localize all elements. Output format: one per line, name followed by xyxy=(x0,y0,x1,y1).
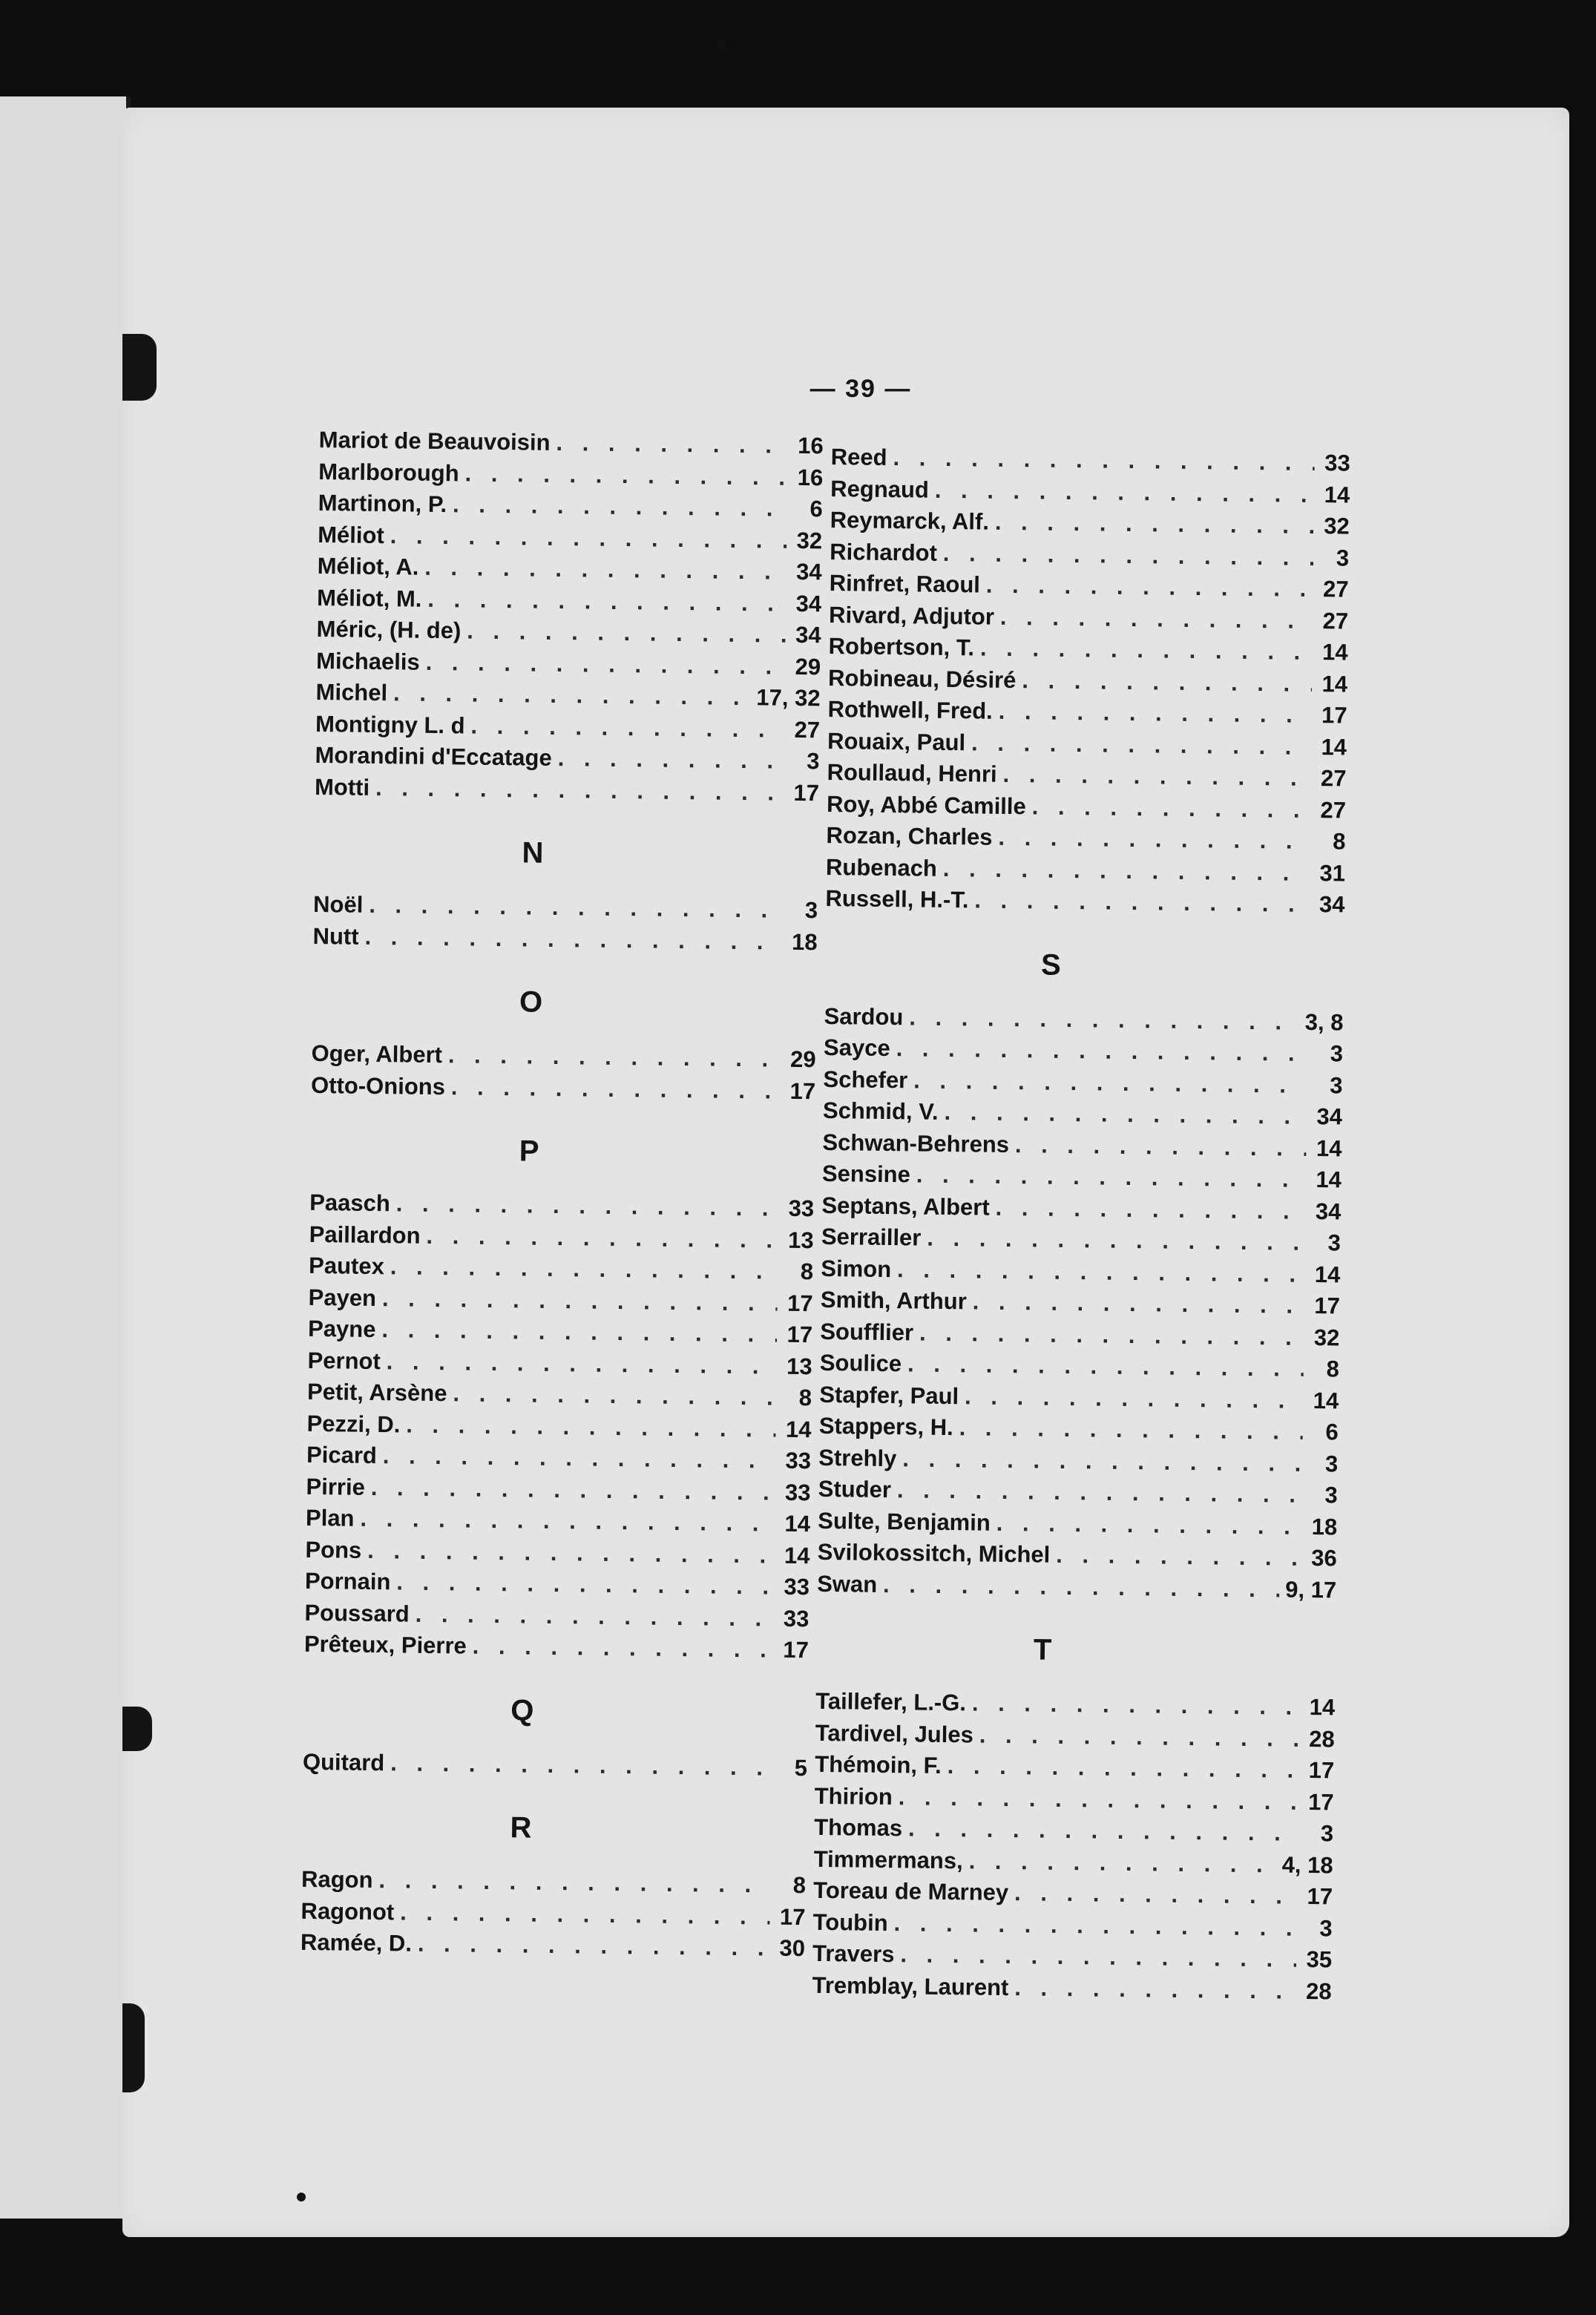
entry-name: Smith, Arthur xyxy=(820,1286,968,1315)
dot-leader xyxy=(371,1474,775,1505)
dot-leader xyxy=(971,729,1311,761)
entry-name: Plan xyxy=(305,1504,355,1531)
entry-name: Paasch xyxy=(309,1189,391,1217)
entry-pages: 33 xyxy=(785,1447,812,1474)
dot-leader xyxy=(473,1633,774,1664)
dot-leader xyxy=(897,1256,1305,1288)
entry-pages: 14 xyxy=(1316,1134,1342,1161)
dot-leader xyxy=(382,1285,778,1317)
entry-name: Rinfret, Raoul xyxy=(829,569,981,598)
entry-name: Studer xyxy=(818,1475,892,1503)
section-letter: T xyxy=(1033,1633,1052,1667)
dot-leader xyxy=(425,648,785,680)
index-entry xyxy=(304,1631,809,1669)
entry-pages: 34 xyxy=(795,590,822,617)
entry-pages: 27 xyxy=(1320,796,1347,824)
dot-leader xyxy=(396,1569,774,1600)
entry-pages: 32 xyxy=(1313,1324,1340,1350)
dot-leader xyxy=(418,1931,769,1962)
entry-name: Taillefer, L.-G. xyxy=(815,1687,967,1716)
entry-name: Reed xyxy=(830,444,887,470)
dot-leader xyxy=(972,1690,1300,1720)
dot-leader xyxy=(902,1445,1302,1477)
entry-name: Petit, Arsène xyxy=(306,1378,447,1407)
index-entry xyxy=(301,1929,805,1967)
entry-name: Michaelis xyxy=(315,647,420,675)
dot-leader xyxy=(396,1190,779,1221)
dot-leader xyxy=(1056,1542,1301,1572)
dot-leader xyxy=(1032,793,1311,824)
entry-pages: 6 xyxy=(1325,1419,1339,1445)
entry-name: Thémoin, F. xyxy=(815,1750,942,1779)
entry-name: Thomas xyxy=(814,1813,903,1842)
entry-pages: 4, 18 xyxy=(1281,1851,1333,1878)
entry-pages: 14 xyxy=(1316,1166,1342,1193)
entry-pages: 34 xyxy=(1316,1103,1343,1130)
entry-pages: 27 xyxy=(1322,607,1349,634)
entry-pages: 32 xyxy=(1323,513,1350,539)
binding-tear xyxy=(122,1707,152,1751)
entry-name: Marlborough xyxy=(318,458,459,486)
entry-pages: 8 xyxy=(798,1385,812,1411)
entry-name: Pornain xyxy=(304,1567,391,1595)
dot-leader xyxy=(424,554,786,585)
entry-name: Ramée, D. xyxy=(300,1928,413,1957)
entry-pages: 16 xyxy=(797,464,824,490)
dot-leader xyxy=(913,1067,1307,1098)
entry-pages: 33 xyxy=(783,1605,810,1632)
entry-pages: 34 xyxy=(795,558,822,585)
section-letter: P xyxy=(519,1134,539,1168)
entry-pages: 3 xyxy=(1320,1820,1334,1847)
entry-name: Mariot de Beauvoisin xyxy=(318,427,551,456)
dot-leader xyxy=(390,522,787,554)
dot-leader xyxy=(381,1316,777,1348)
dot-leader xyxy=(927,1225,1305,1256)
entry-pages: 9, 17 xyxy=(1285,1576,1337,1603)
dot-leader xyxy=(556,430,788,459)
dust-speck xyxy=(716,39,726,52)
dot-leader xyxy=(406,1411,776,1442)
entry-name: Pirrie xyxy=(306,1473,366,1500)
entry-name: Prêteux, Pierre xyxy=(303,1630,467,1659)
entry-pages: 27 xyxy=(1322,576,1349,602)
entry-name: Méliot, M. xyxy=(316,584,422,612)
dot-leader xyxy=(948,1753,1299,1784)
entry-pages: 8 xyxy=(1326,1356,1340,1382)
entry-name: Motti xyxy=(314,773,370,801)
entry-name: Regnaud xyxy=(830,475,930,503)
entry-name: Payne xyxy=(307,1315,376,1343)
entry-name: Morandini d'Eccatage xyxy=(315,741,552,771)
dot-leader xyxy=(907,1350,1304,1382)
entry-pages: 33 xyxy=(1324,450,1350,476)
entry-name: Schefer xyxy=(823,1065,908,1093)
dot-leader xyxy=(996,1509,1302,1540)
entry-pages: 31 xyxy=(1319,859,1346,887)
entry-pages: 3, 8 xyxy=(1304,1008,1344,1035)
dot-leader xyxy=(959,1414,1303,1445)
entry-name: Montigny L. d xyxy=(315,710,465,738)
entry-name: Sayce xyxy=(823,1034,890,1062)
dot-leader xyxy=(899,1784,1298,1816)
entry-pages: 17 xyxy=(1307,1882,1333,1910)
entry-name: Travers xyxy=(812,1940,895,1968)
entry-pages: 17 xyxy=(789,1077,816,1104)
dot-leader xyxy=(968,1848,1275,1878)
entry-pages: 3 xyxy=(807,748,820,775)
entry-pages: 33 xyxy=(788,1195,815,1222)
index-entry xyxy=(825,885,1344,923)
entry-name: Oger, Albert xyxy=(311,1040,443,1068)
entry-name: Rozan, Charles xyxy=(826,821,993,850)
dot-leader xyxy=(369,892,782,924)
entry-pages: 3 xyxy=(1327,1229,1342,1256)
entry-pages: 8 xyxy=(1333,828,1346,855)
entry-name: Soufflier xyxy=(820,1318,914,1345)
dot-leader xyxy=(448,1042,781,1072)
entry-name: Toubin xyxy=(812,1908,888,1936)
dust-speck xyxy=(297,2193,306,2201)
binding-tear xyxy=(122,2003,145,2092)
dot-leader xyxy=(998,824,1310,855)
entry-name: Sardou xyxy=(824,1002,904,1030)
entry-name: Serrailler xyxy=(821,1223,922,1251)
entry-name: Schmid, V. xyxy=(822,1097,939,1125)
dot-leader xyxy=(451,1074,781,1104)
entry-name: Roy, Abbé Camille xyxy=(826,790,1027,819)
entry-pages: 14 xyxy=(1321,639,1348,666)
entry-name: Picard xyxy=(306,1441,378,1469)
entry-pages: 3 xyxy=(1330,1071,1343,1098)
entry-name: Michel xyxy=(315,678,388,706)
dot-leader xyxy=(1000,603,1313,634)
entry-pages: 14 xyxy=(1314,1261,1341,1287)
index-entry xyxy=(817,1570,1336,1608)
entry-pages: 3 xyxy=(1324,1450,1339,1477)
entry-pages: 36 xyxy=(1311,1545,1337,1572)
entry-name: Rivard, Adjutor xyxy=(828,601,995,630)
entry-name: Reymarck, Alf. xyxy=(830,506,990,535)
entry-name: Noël xyxy=(312,890,364,918)
entry-name: Soulice xyxy=(819,1349,902,1377)
entry-name: Pons xyxy=(305,1536,362,1563)
entry-pages: 5 xyxy=(794,1754,808,1781)
entry-pages: 16 xyxy=(798,432,824,459)
entry-pages: 17 xyxy=(783,1636,810,1664)
dot-leader xyxy=(965,1383,1304,1414)
entry-pages: 14 xyxy=(1309,1694,1336,1721)
entry-pages: 17 xyxy=(779,1903,806,1930)
dot-leader xyxy=(427,585,786,617)
entry-name: Otto-Onions xyxy=(310,1071,446,1100)
dot-leader xyxy=(893,444,1315,476)
dot-leader xyxy=(558,745,784,775)
dot-leader xyxy=(367,1537,775,1569)
section-letter: O xyxy=(519,985,543,1019)
section-letter: S xyxy=(1040,948,1062,982)
entry-pages: 18 xyxy=(791,928,818,955)
entry-name: Martinon, P. xyxy=(318,489,447,518)
entry-name: Swan xyxy=(817,1570,878,1597)
dot-leader xyxy=(1014,1974,1296,2005)
entry-pages: 8 xyxy=(800,1258,814,1285)
entry-name: Méliot xyxy=(318,521,384,548)
dot-leader xyxy=(999,698,1312,729)
entry-pages: 6 xyxy=(810,496,823,522)
entry-pages: 13 xyxy=(786,1353,812,1379)
dot-leader xyxy=(390,1750,772,1781)
entry-name: Septans, Albert xyxy=(821,1192,990,1221)
dot-leader xyxy=(426,1222,778,1253)
dot-leader xyxy=(935,476,1315,508)
entry-name: Payen xyxy=(308,1284,377,1311)
dot-leader xyxy=(387,1348,777,1379)
dot-leader xyxy=(378,1867,770,1898)
entry-name: Rouaix, Paul xyxy=(827,727,966,755)
section-letter: Q xyxy=(510,1693,534,1727)
entry-pages: 28 xyxy=(1309,1725,1335,1752)
index-entry xyxy=(312,922,817,960)
entry-pages: 3 xyxy=(1330,1040,1344,1067)
entry-pages: 27 xyxy=(1320,765,1347,792)
dot-leader xyxy=(897,1477,1302,1508)
entry-name: Roullaud, Henri xyxy=(827,758,997,787)
entry-name: Ragon xyxy=(301,1865,373,1894)
entry-name: Russell, H.-T. xyxy=(825,884,969,913)
entry-pages: 18 xyxy=(1311,1513,1338,1540)
dot-leader xyxy=(944,1099,1307,1130)
entry-pages: 17 xyxy=(786,1290,813,1316)
dot-leader xyxy=(1015,1132,1307,1162)
dot-leader xyxy=(375,774,784,806)
entry-name: Stapfer, Paul xyxy=(819,1381,959,1409)
dot-leader xyxy=(893,1910,1296,1942)
dot-leader xyxy=(453,1380,776,1411)
entry-pages: 3 xyxy=(1319,1914,1333,1941)
dot-leader xyxy=(943,855,1310,886)
entry-name: Poussard xyxy=(304,1599,410,1627)
section-letter: R xyxy=(510,1811,532,1845)
dot-leader xyxy=(1014,1879,1297,1910)
entry-name: Timmermans, xyxy=(813,1845,963,1874)
entry-name: Strehly xyxy=(818,1444,897,1471)
dot-leader xyxy=(360,1505,775,1537)
dot-leader xyxy=(393,680,751,711)
index-column-left xyxy=(301,427,824,1967)
entry-name: Méric, (H. de) xyxy=(316,615,462,644)
dot-leader xyxy=(464,460,787,490)
binding-tear xyxy=(122,334,157,401)
entry-pages: 17 xyxy=(793,779,820,806)
dot-leader xyxy=(416,1600,774,1632)
dot-leader xyxy=(909,1004,1299,1035)
entry-name: Ragonot xyxy=(301,1897,395,1925)
entry-name: Sensine xyxy=(821,1160,911,1188)
entry-pages: 14 xyxy=(1313,1387,1339,1413)
entry-pages: 14 xyxy=(784,1510,811,1537)
entry-pages: 27 xyxy=(794,716,821,743)
dot-leader xyxy=(400,1899,770,1930)
dot-leader xyxy=(979,1721,1299,1752)
index-entry xyxy=(303,1748,807,1786)
dot-leader xyxy=(383,1442,776,1474)
entry-name: Svilokossitch, Michel xyxy=(817,1538,1051,1568)
entry-name: Pernot xyxy=(307,1347,381,1374)
entry-name: Richardot xyxy=(830,538,938,566)
entry-name: Rothwell, Fred. xyxy=(827,695,994,724)
dot-leader xyxy=(896,1035,1307,1067)
entry-pages: 34 xyxy=(795,621,821,648)
entry-name: Nutt xyxy=(312,922,359,950)
dot-leader xyxy=(900,1941,1296,1973)
entry-name: Tardivel, Jules xyxy=(815,1719,974,1747)
entry-name: Thirion xyxy=(814,1782,893,1810)
entry-pages: 14 xyxy=(1321,670,1348,697)
dot-leader xyxy=(995,1194,1305,1224)
entry-name: Robineau, Désiré xyxy=(827,664,1017,693)
entry-pages: 34 xyxy=(1318,891,1345,918)
dot-leader xyxy=(986,572,1313,602)
entry-pages: 3 xyxy=(804,897,818,924)
dot-leader xyxy=(943,539,1314,571)
entry-pages: 17 xyxy=(1307,1788,1334,1815)
entry-name: Schwan-Behrens xyxy=(822,1129,1010,1158)
entry-name: Pautex xyxy=(308,1252,385,1280)
index-entry xyxy=(812,1971,1331,2009)
section-letter: N xyxy=(522,836,544,870)
entry-pages: 29 xyxy=(789,1045,816,1073)
entry-pages: 33 xyxy=(784,1573,810,1600)
entry-pages: 34 xyxy=(1315,1198,1342,1224)
dot-leader xyxy=(467,617,786,648)
entry-pages: 14 xyxy=(1321,733,1347,761)
index-entry xyxy=(315,773,819,811)
entry-pages: 28 xyxy=(1305,1977,1332,2004)
entry-pages: 3 xyxy=(1336,544,1350,571)
entry-pages: 35 xyxy=(1306,1945,1333,1973)
dot-leader xyxy=(470,712,784,743)
dot-leader xyxy=(1002,761,1310,792)
dot-leader xyxy=(919,1319,1304,1350)
page-number: — 39 — xyxy=(810,375,912,403)
dot-leader xyxy=(453,491,787,522)
entry-pages: 17 xyxy=(1308,1756,1335,1784)
dot-leader xyxy=(1022,667,1312,697)
entry-name: Méliot, A. xyxy=(317,552,419,580)
dot-leader xyxy=(974,887,1309,918)
index-column-right xyxy=(812,444,1350,2009)
entry-name: Pezzi, D. xyxy=(306,1410,401,1437)
entry-name: Paillardon xyxy=(309,1221,421,1249)
dot-leader xyxy=(980,634,1313,665)
entry-name: Rubenach xyxy=(825,853,938,881)
entry-pages: 8 xyxy=(792,1871,807,1899)
entry-pages: 14 xyxy=(785,1416,812,1442)
entry-pages: 3 xyxy=(1324,1482,1338,1508)
dot-leader xyxy=(883,1571,1279,1603)
entry-pages: 17 xyxy=(1314,1293,1341,1319)
dot-leader xyxy=(908,1815,1298,1846)
entry-name: Sulte, Benjamin xyxy=(818,1507,991,1536)
index-entry xyxy=(311,1071,815,1109)
entry-name: Simon xyxy=(821,1255,892,1282)
entry-pages: 14 xyxy=(1324,481,1350,508)
entry-pages: 32 xyxy=(796,527,823,554)
entry-name: Robertson, T. xyxy=(828,632,975,661)
entry-pages: 30 xyxy=(779,1934,806,1962)
dot-leader xyxy=(390,1253,778,1284)
entry-name: Stappers, H. xyxy=(818,1412,953,1441)
dot-leader xyxy=(364,923,781,955)
entry-pages: 29 xyxy=(795,653,821,680)
entry-pages: 14 xyxy=(784,1542,810,1569)
dot-leader xyxy=(973,1288,1305,1319)
entry-pages: 33 xyxy=(784,1479,811,1505)
facing-page-edge xyxy=(0,96,131,2219)
entry-name: Tremblay, Laurent xyxy=(812,1971,1009,2000)
entry-name: Toreau de Marney xyxy=(812,1876,1009,1906)
dot-leader xyxy=(916,1161,1307,1192)
entry-pages: 13 xyxy=(787,1227,814,1253)
entry-pages: 17 xyxy=(1321,702,1347,729)
dot-leader xyxy=(995,509,1314,539)
entry-name: Quitard xyxy=(302,1748,385,1776)
entry-pages: 17, 32 xyxy=(756,684,821,712)
entry-pages: 17 xyxy=(786,1321,813,1348)
